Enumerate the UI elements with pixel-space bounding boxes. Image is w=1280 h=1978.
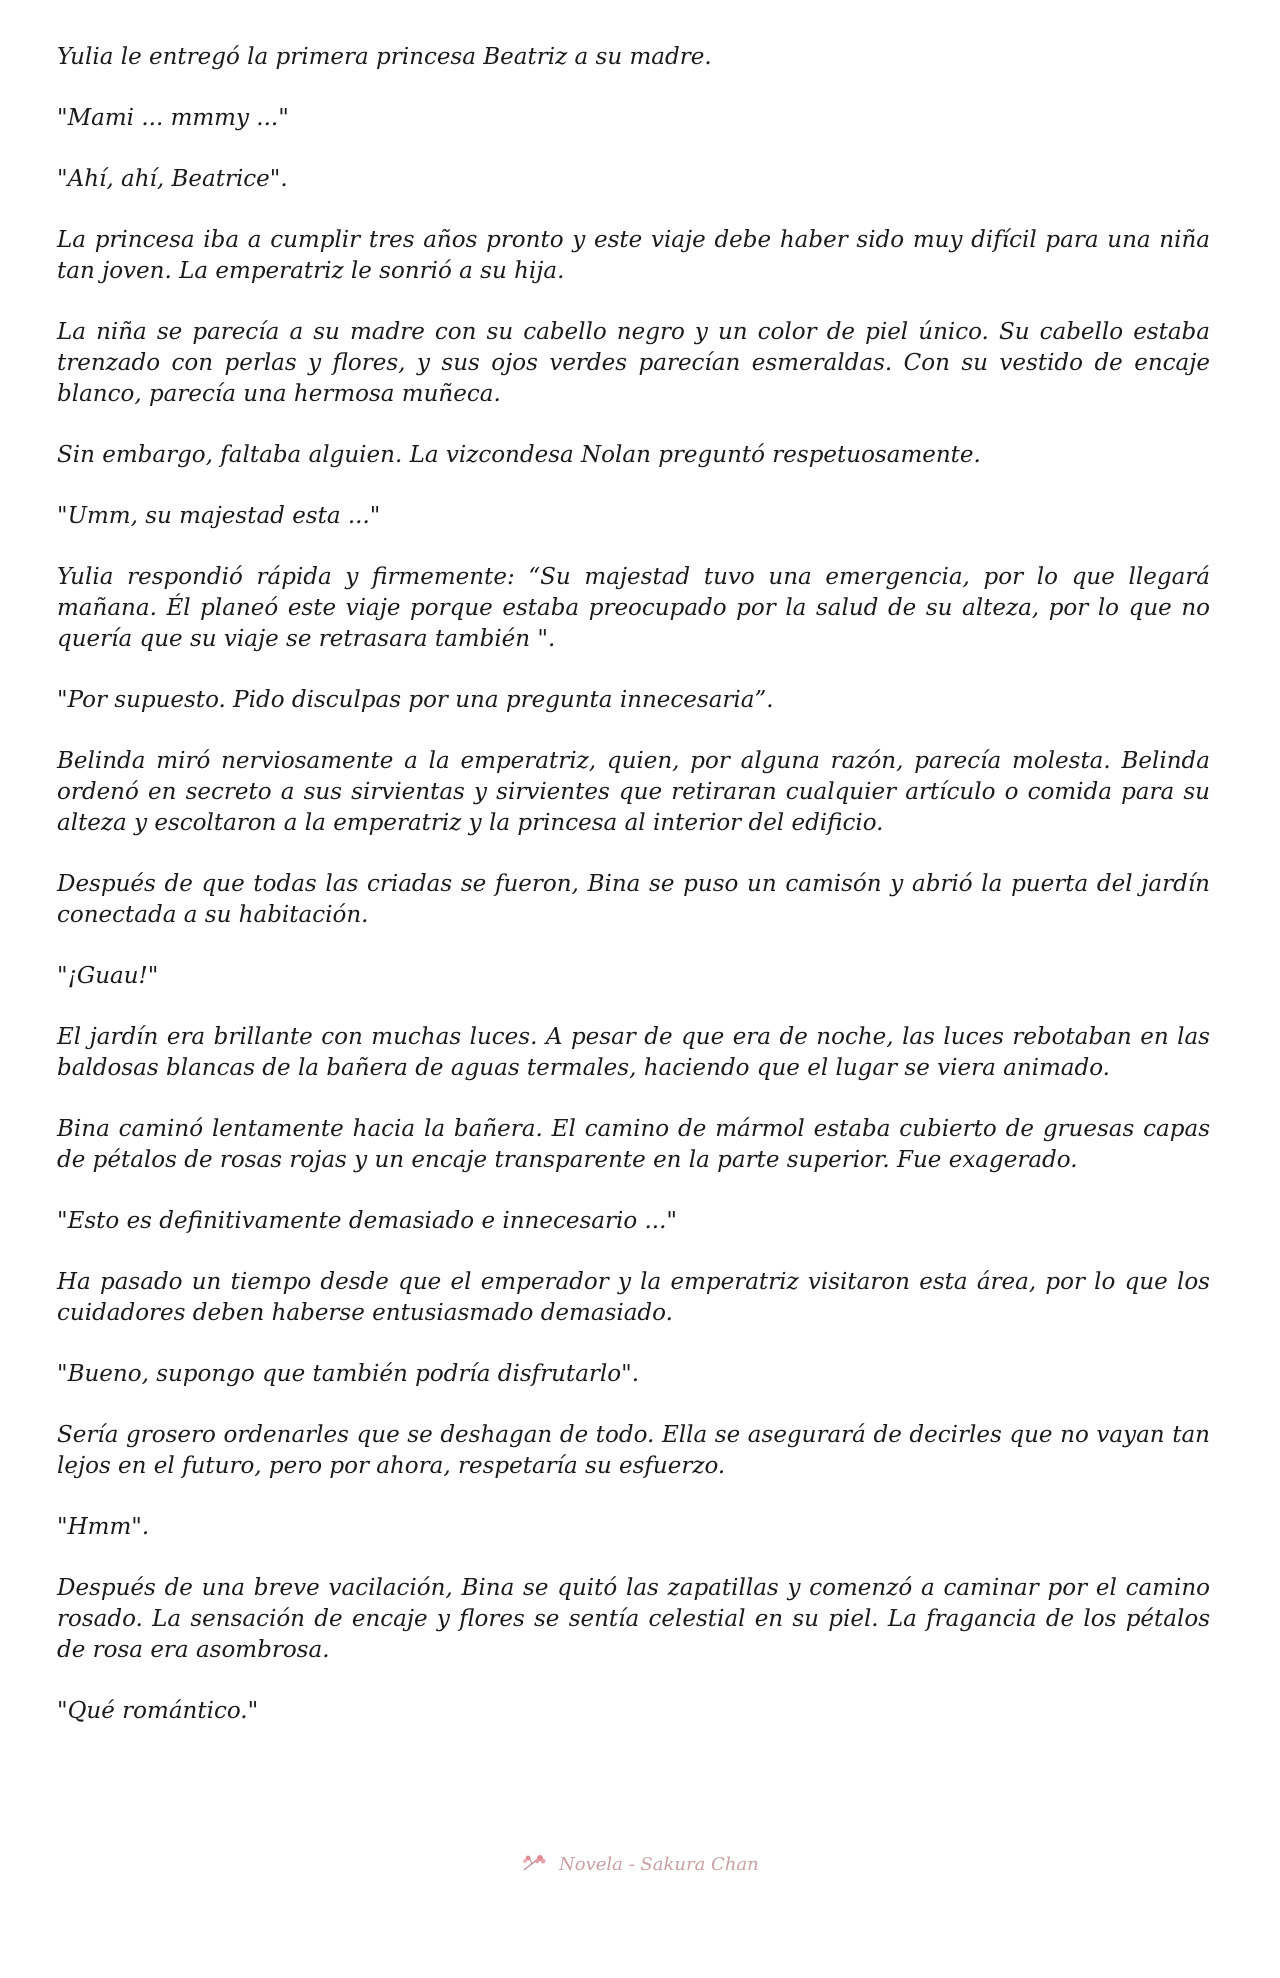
paragraph-10: Belinda miró nerviosamente a la emperatriz, quien, por alguna razón, parecía molesta. Belinda ordenó en secreto a sus sirvientas y sirvientes que retiraran cualquier artículo o comida para su alteza y escoltaron a la emperatriz y la princesa al interior del edificio. [57,748,1210,836]
paragraph-6: Sin embargo, faltaba alguien. La vizcondesa Nolan preguntó respetuosamente. [57,442,981,468]
paragraph-12: "¡Guau!" [57,963,159,989]
paragraph-13: El jardín era brillante con muchas luces. A pesar de que era de noche, las luces rebotaban en las baldosas blancas de la bañera de aguas termales, haciendo que el lugar se viera animado. [57,1024,1210,1081]
paragraph-5: La niña se parecía a su madre con su cabello negro y un color de piel único. Su cabello estaba trenzado con perlas y flores, y sus ojos verdes parecían esmeraldas. Con su vestido de encaje blanco, parecía una hermosa muñeca. [57,319,1210,407]
watermark-footer [0,1852,1280,1875]
document-body [57,42,1210,1757]
paragraph-11: Después de que todas las criadas se fueron, Bina se puso un camisón y abrió la puerta del jardín conectada a su habitación. [57,871,1210,928]
paragraph-2: "Mami ... mmmy ..." [57,105,289,131]
paragraph-20: Después de una breve vacilación, Bina se quitó las zapatillas y comenzó a caminar por el camino rosado. La sensación de encaje y flores se sentía celestial en su piel. La fragancia de los pétalos de rosa era asombrosa. [57,1575,1210,1663]
paragraph-17: "Bueno, supongo que también podría disfrutarlo". [57,1361,640,1387]
paragraph-8: Yulia respondió rápida y firmemente: “Su majestad tuvo una emergencia, por lo que llegará mañana. Él planeó este viaje porque estaba preocupado por la salud de su alteza, por lo que no quería que su viaje se retrasara también ". [57,564,1210,652]
watermark-text: Novela - Sakura Chan [559,1854,759,1875]
paragraph-4: La princesa iba a cumplir tres años pronto y este viaje debe haber sido muy difícil para una niña tan joven. La emperatriz le sonrió a su hija. [57,227,1210,284]
paragraph-9: "Por supuesto. Pido disculpas por una pregunta innecesaria”. [57,687,774,713]
paragraph-19: "Hmm". [57,1514,150,1540]
paragraph-18: Sería grosero ordenarles que se deshagan de todo. Ella se asegurará de decirles que no vayan tan lejos en el futuro, pero por ahora, respetaría su esfuerzo. [57,1422,1210,1479]
paragraph-21: "Qué romántico." [57,1698,259,1724]
paragraph-7: "Umm, su majestad esta ..." [57,503,381,529]
paragraph-3: "Ahí, ahí, Beatrice". [57,166,288,192]
paragraph-14: Bina caminó lentamente hacia la bañera. El camino de mármol estaba cubierto de gruesas capas de pétalos de rosas rojas y un encaje transparente en la parte superior. Fue exagerado. [57,1116,1210,1173]
sakura-flower-icon [521,1852,547,1874]
paragraph-16: Ha pasado un tiempo desde que el emperador y la emperatriz visitaron esta área, por lo que los cuidadores deben haberse entusiasmado demasiado. [57,1269,1210,1326]
paragraph-1: Yulia le entregó la primera princesa Beatriz a su madre. [57,44,712,70]
paragraph-15: "Esto es definitivamente demasiado e innecesario ..." [57,1208,678,1234]
